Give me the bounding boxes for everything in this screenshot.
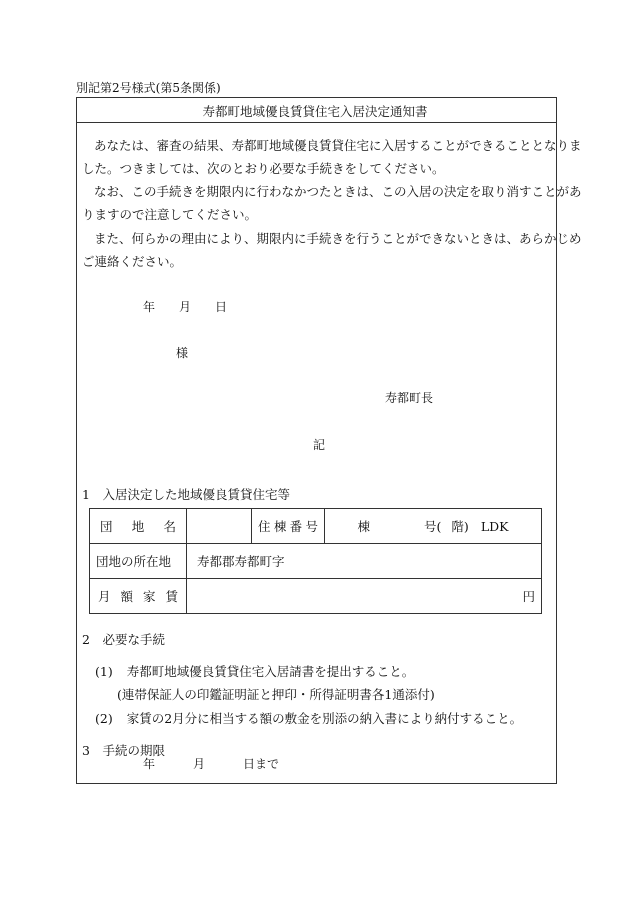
deadline-month: 月 <box>193 757 206 771</box>
rent-unit: 円 <box>522 589 535 604</box>
section-3-heading: 3 手続の期限 <box>82 743 165 758</box>
monthly-rent-value[interactable] <box>187 579 542 614</box>
section-2-heading: 2 必要な手続 <box>82 632 165 647</box>
form-reference: 別記第2号様式(第5条関係) <box>76 81 221 95</box>
label-char: 家 <box>142 589 156 604</box>
room-floor: 階) <box>451 519 469 534</box>
paragraph-2-line-1: なお、この手続きを期限内に行わなかつたときは、この入居の決定を取り消すことがあ <box>94 184 582 199</box>
label-char: 月 <box>98 589 111 604</box>
room-number: 号( <box>424 519 442 534</box>
table-row <box>90 544 542 579</box>
document-title: 寿都町地域優良賃貸住宅入居決定通知書 <box>202 104 428 119</box>
unit-number-value[interactable] <box>325 509 542 544</box>
label-char: 住 <box>258 519 271 534</box>
housing-info-table <box>89 508 542 614</box>
unit-number-label <box>252 509 325 544</box>
label-char: 額 <box>120 589 133 604</box>
paragraph-1-line-2: した。つきましては、次のとおり必要な手続きをしてください。 <box>82 161 445 176</box>
date-month: 月 <box>179 300 192 314</box>
paragraph-3-line-2: ご連絡ください。 <box>82 254 183 269</box>
deadline-date <box>143 755 279 772</box>
label-char: 名 <box>163 519 176 534</box>
deadline-day: 日まで <box>243 757 280 771</box>
paragraph-3-line-1: また、何らかの理由により、期限内に手続きを行うことができないときは、あらかじめ <box>94 231 582 246</box>
paragraph-1-line-1: あなたは、審査の結果、寿都町地域優良賃貸住宅に入居することができることとなりま <box>94 138 582 153</box>
label-char: 番 <box>289 519 303 534</box>
date-year: 年 <box>143 300 156 314</box>
address-prefix: 寿都郡寿都町字 <box>197 554 285 569</box>
table-row <box>90 509 542 544</box>
label-char: 団 <box>100 519 113 534</box>
estate-name-label <box>90 509 187 544</box>
address-value[interactable] <box>187 544 542 579</box>
label-char: 地 <box>131 519 145 534</box>
deadline-year: 年 <box>143 757 156 771</box>
section-1-heading: 1 入居決定した地域優良賃貸住宅等 <box>82 487 290 502</box>
item-text: 寿都町地域優良賃貸住宅入居請書を提出すること。 <box>126 664 415 679</box>
title-divider <box>76 122 557 123</box>
item-number: (2) <box>95 711 113 726</box>
table-row <box>90 579 542 614</box>
procedure-item-1-note: (連帯保証人の印鑑証明証と押印・所得証明書各1通添付) <box>117 687 435 702</box>
label-char: 棟 <box>273 519 287 534</box>
item-number: (1) <box>95 664 113 679</box>
addressee-suffix: 様 <box>176 346 189 360</box>
address-label: 団地の所在地 <box>90 544 187 579</box>
label-char: 号 <box>305 519 318 534</box>
room-building: 棟 <box>357 519 371 534</box>
date-day: 日 <box>215 300 228 314</box>
paragraph-2-line-2: りますので注意してください。 <box>82 207 258 222</box>
issue-date <box>143 298 227 315</box>
room-layout: LDK <box>480 519 509 534</box>
label-char: 賃 <box>165 589 178 604</box>
procedure-item-1 <box>95 662 414 680</box>
issuer-name: 寿都町長 <box>385 391 434 405</box>
estate-name-value[interactable] <box>187 509 252 544</box>
ki-marker: 記 <box>313 438 326 452</box>
monthly-rent-label <box>90 579 187 614</box>
item-text: 家賃の2月分に相当する額の敷金を別添の納入書により納付すること。 <box>126 711 523 726</box>
procedure-item-2 <box>95 709 522 727</box>
